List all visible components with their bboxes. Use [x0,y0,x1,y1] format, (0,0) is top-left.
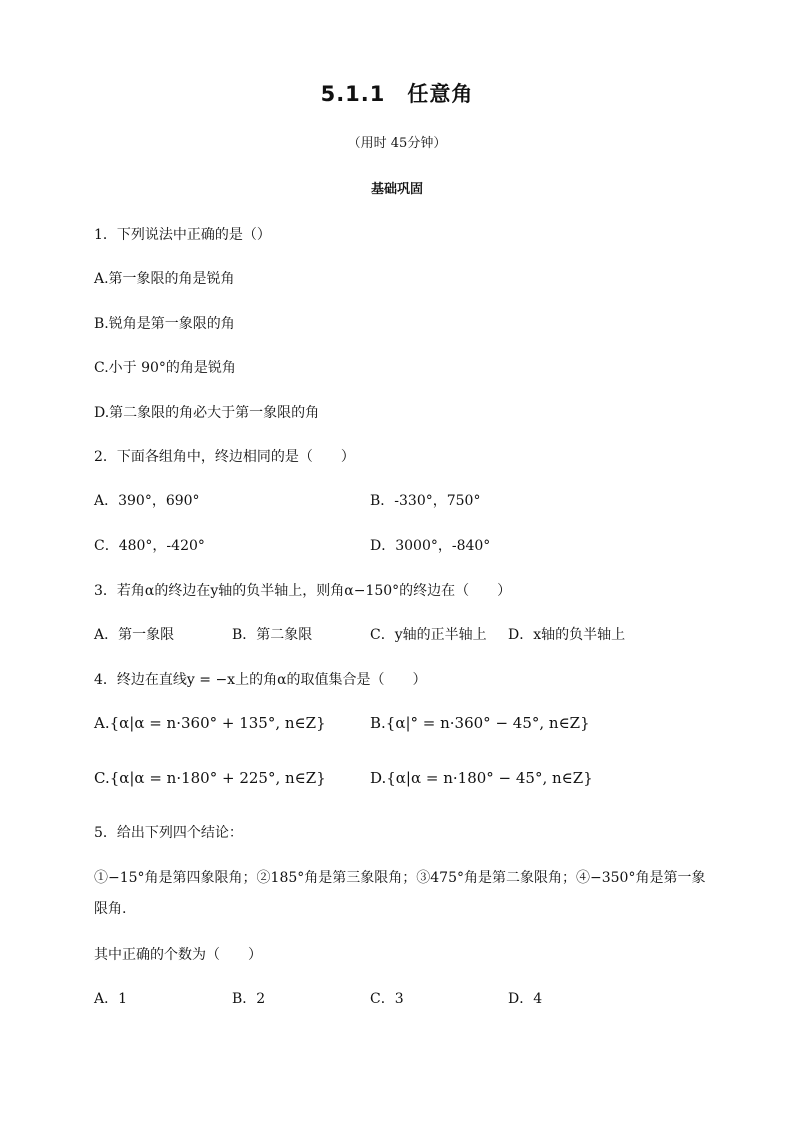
question-2-stem: 2．下面各组角中，终边相同的是（ ） [94,449,355,465]
question-3-option-b: B．第二象限 [232,627,313,643]
question-3-option-d: D．x轴的负半轴上 [508,627,626,643]
question-5-stem: 5．给出下列四个结论： [94,825,243,841]
question-5-option-d: D．4 [508,991,543,1007]
question-5-statements-line-1: ①−15°角是第四象限角；②185°角是第三象限角；③475°角是第二象限角；④−350°角是第一象 [94,870,706,886]
question-3-stem: 3．若角α的终边在y轴的负半轴上，则角α−150°的终边在（ ） [94,583,512,599]
time-note: （用时 45分钟） [347,136,447,151]
question-1-option-b: B.锐角是第一象限的角 [94,316,235,332]
question-4-option-d: D.{α|α = n·180° − 45°, n∈Z} [370,769,593,787]
question-5-question: 其中正确的个数为（ ） [94,947,262,963]
question-2-option-c: C．480°，-420° [94,538,205,554]
question-2-option-d: D．3000°，-840° [370,538,491,554]
question-2-option-a: A．390°，690° [94,493,200,509]
question-1-option-c: C.小于 90°的角是锐角 [94,360,236,376]
question-3-option-c: C．y轴的正半轴上 [370,627,487,643]
question-5-option-c: C．3 [370,991,404,1007]
page-title: 5.1.1 任意角 [320,82,474,106]
question-4-option-a: A.{α|α = n·360° + 135°, n∈Z} [94,714,326,732]
question-5-option-b: B．2 [232,991,266,1007]
question-3-option-a: A．第一象限 [94,627,175,643]
section-heading: 基础巩固 [370,182,423,197]
question-4-option-b: B.{α|° = n·360° − 45°, n∈Z} [370,714,590,732]
question-1-stem: 1．下列说法中正确的是（） [94,227,271,243]
question-1-option-d: D.第二象限的角必大于第一象限的角 [94,405,320,421]
question-2-option-b: B．-330°，750° [370,493,481,509]
question-5-statements-line-2: 限角. [94,901,127,917]
question-4-stem: 4．终边在直线y = −x上的角α的取值集合是（ ） [94,672,427,688]
question-4-option-c: C.{α|α = n·180° + 225°, n∈Z} [94,769,326,787]
question-1-option-a: A.第一象限的角是锐角 [94,271,235,287]
question-5-option-a: A．1 [94,991,128,1007]
